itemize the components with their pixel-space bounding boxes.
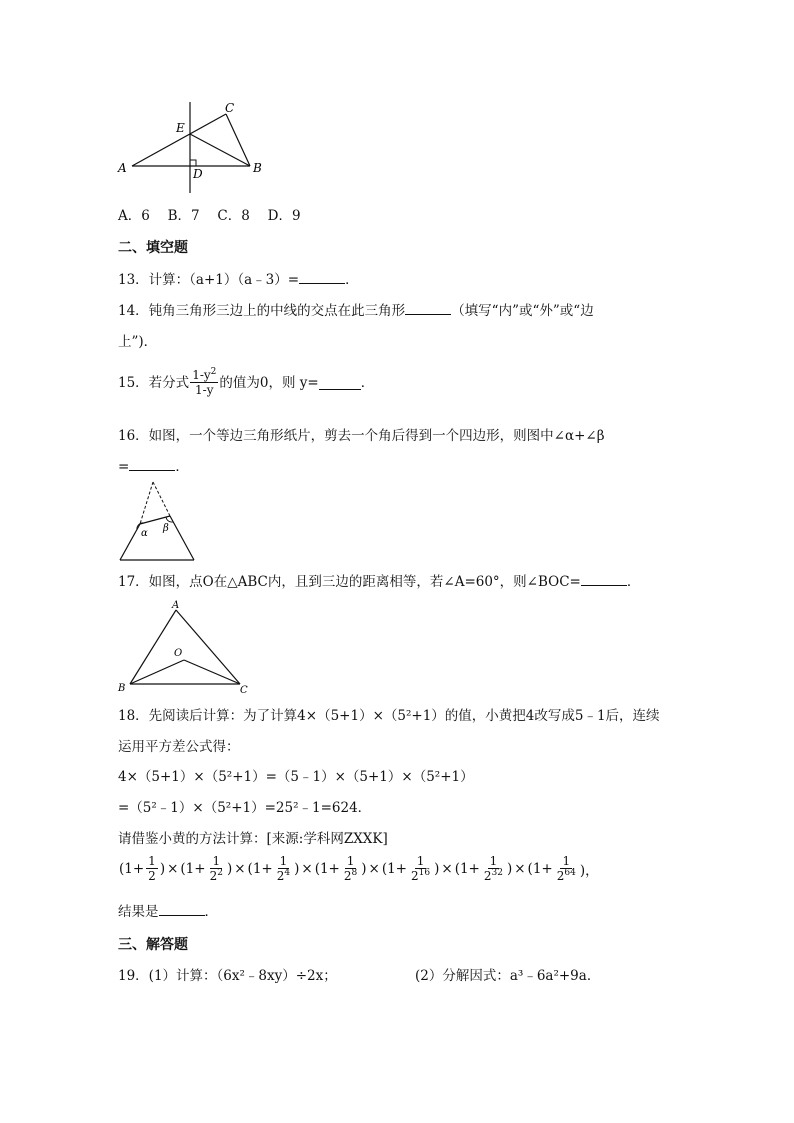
denominator-exponent: 8: [351, 868, 358, 878]
term-open: (1+: [247, 860, 273, 877]
times-sign: ×: [234, 860, 246, 877]
term-fraction: [482, 854, 505, 883]
denominator-exponent: 16: [418, 868, 431, 878]
answer-blank: [299, 269, 345, 284]
question-18-line1: 18．先阅读后计算：为了计算4×（5+1）×（5²+1）的值，小黄把4改写成5﹣1后，连续: [118, 708, 660, 724]
times-sign: ×: [441, 860, 453, 877]
times-sign: ×: [368, 860, 380, 877]
question-18-line5: 请借鉴小黄的方法计算：[来源:学科网ZXXK]: [118, 831, 388, 847]
label-A: A: [172, 600, 180, 611]
times-sign: ×: [167, 860, 179, 877]
label-D: D: [193, 167, 203, 181]
fraction-denominator: $2^{32}$: [483, 868, 503, 883]
fraction-numerator: 1: [279, 854, 288, 868]
q13-end: ．: [345, 272, 359, 288]
term-close: ): [434, 860, 440, 877]
figure-q12-triangle: [116, 98, 276, 198]
fraction-numerator: 1: [416, 854, 425, 868]
q15-num-exp: 2: [210, 367, 217, 377]
answer-blank: [405, 300, 451, 315]
fraction-denominator: $2^8$: [343, 868, 358, 883]
question-15: [118, 368, 374, 397]
question-14-line1: [118, 300, 594, 321]
label-E: E: [176, 121, 185, 135]
q15-suffix: 的值为0，则 y=: [219, 374, 319, 391]
q15-end: ．: [360, 374, 375, 391]
fraction-numerator: 1: [562, 854, 571, 868]
q13-text: 13．计算：（a+1）（a﹣3）=: [118, 272, 300, 288]
fraction-numerator: 1: [346, 854, 355, 868]
q18-end: ．: [204, 904, 218, 920]
label-C: C: [225, 101, 235, 115]
term-fraction: [146, 854, 158, 883]
question-19: [118, 966, 337, 986]
q14-text-end: （填写“内”或“外”或“边: [451, 303, 594, 319]
denominator-exponent: 64: [564, 868, 576, 878]
figure-q16-cut-triangle: [116, 480, 202, 564]
q15-fraction: [190, 368, 218, 397]
term-close: ): [159, 860, 166, 877]
denominator-exponent: 2: [217, 868, 223, 878]
fraction-numerator: 1: [212, 854, 221, 868]
answer-blank: [129, 456, 175, 471]
fraction-denominator: $2^{64}$: [556, 868, 576, 883]
term-open: (1+: [180, 860, 206, 877]
question-18-line2: 运用平方差公式得：: [118, 739, 240, 755]
label-A: A: [118, 161, 127, 175]
term-fraction: [409, 854, 432, 883]
answer-blank: [319, 375, 361, 390]
term-open: (1+: [527, 860, 553, 877]
term-open: (1+: [119, 860, 145, 877]
question-18-line4: =（5²﹣1）×（5²+1）=25²﹣1=624．: [118, 800, 372, 816]
section-3-title: 三、解答题: [118, 937, 188, 953]
term-close: ): [294, 860, 300, 877]
term-fraction: [555, 854, 578, 883]
label-B: B: [253, 161, 262, 175]
label-B: B: [118, 683, 126, 694]
q12-options: A．6 B．7 C．8 D．9: [118, 208, 301, 224]
term-close: )，: [579, 862, 599, 879]
denominator-exponent: 4: [284, 868, 291, 878]
times-sign: ×: [301, 860, 313, 877]
question-17: [118, 571, 640, 592]
term-fraction: [342, 854, 359, 883]
q16-end: ．: [175, 459, 189, 475]
fraction-denominator: 2: [148, 869, 156, 883]
q15-den: 1-y: [195, 383, 214, 397]
label-O: O: [174, 648, 183, 659]
question-18-line3: 4×（5+1）×（5²+1）=（5﹣1）×（5+1）×（5²+1）: [118, 769, 474, 785]
term-open: (1+: [454, 860, 480, 877]
q15-num: 1-y: [192, 368, 211, 382]
section-2-title: 二、填空题: [118, 240, 188, 256]
answer-blank: [159, 901, 205, 916]
term-close: ): [361, 860, 367, 877]
question-13: [118, 269, 359, 290]
label-C: C: [240, 685, 248, 696]
fraction-numerator: 1: [148, 854, 156, 868]
q18-result-prefix: 结果是: [118, 904, 159, 920]
fraction-numerator: 1: [489, 854, 498, 868]
q17-text: 17．如图，点O在△ABC内，且到三边的距离相等，若∠A=60°，则∠BOC=: [118, 574, 581, 590]
q16-eq: =: [118, 459, 130, 475]
question-18-result: [118, 901, 218, 922]
term-open: (1+: [314, 860, 340, 877]
q15-prefix: 15．若分式: [118, 374, 190, 391]
label-alpha: α: [141, 528, 148, 539]
term-close: ): [226, 860, 233, 877]
times-sign: ×: [514, 860, 526, 877]
question-19-part2: (2）分解因式：a³﹣6a²+9a．: [415, 968, 601, 984]
fraction-denominator: $2^4$: [276, 868, 291, 883]
term-close: ): [506, 860, 513, 877]
question-16-line1: 16．如图，一个等边三角形纸片，剪去一个角后得到一个四边形，则图中∠α+∠β: [118, 428, 605, 444]
term-open: (1+: [381, 860, 407, 877]
term-fraction: [275, 854, 292, 883]
denominator-exponent: 32: [491, 868, 503, 878]
q17-end: ．: [626, 574, 641, 590]
question-16-line2: [118, 456, 189, 477]
label-beta: β: [163, 523, 169, 534]
fraction-denominator: $2^2$: [209, 868, 223, 883]
term-fraction: [208, 854, 225, 883]
figure-q17-triangle-incenter: [116, 596, 256, 696]
q18-product-expression: [118, 854, 600, 883]
answer-blank: [581, 571, 627, 586]
fraction-denominator: $2^{16}$: [411, 868, 431, 883]
question-14-line2: 上”)．: [118, 334, 158, 350]
q19-part1: 19．(1）计算：（6x²﹣8xy）÷2x；: [118, 968, 337, 984]
q14-text: 14．钝角三角形三边上的中线的交点在此三角形: [118, 303, 406, 319]
